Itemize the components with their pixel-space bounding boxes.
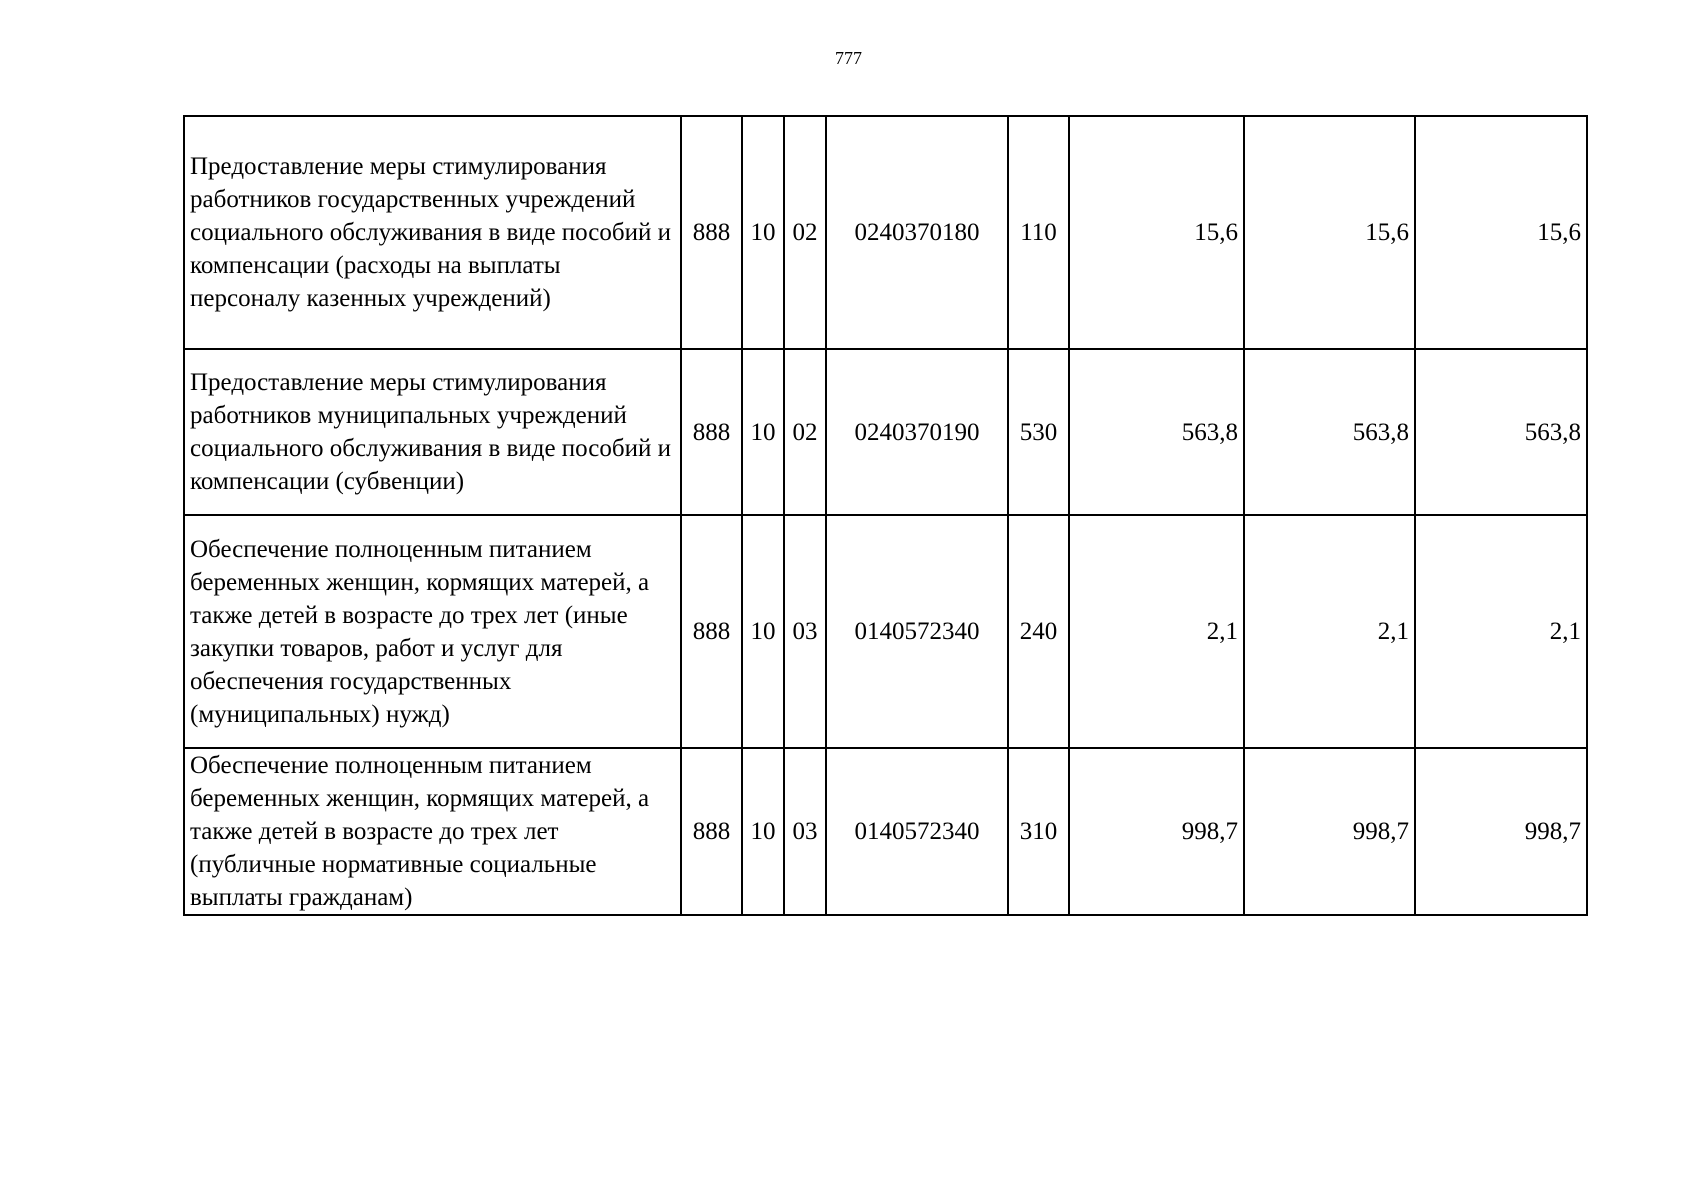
subsection-code: 02 — [784, 116, 826, 349]
section-code: 10 — [742, 116, 784, 349]
budget-table — [183, 115, 1588, 916]
expense-type-code: 240 — [1008, 515, 1069, 748]
target-article-code: 0240370180 — [826, 116, 1008, 349]
row-description: Обеспечение полноценным питанием беременных женщин, кормящих матерей, а также детей в возрасте до трех лет (публичные нормативные социальные выплаты гражданам) — [184, 748, 681, 915]
subsection-code: 03 — [784, 515, 826, 748]
subsection-code: 03 — [784, 748, 826, 915]
row-description: Предоставление меры стимулирования работников государственных учреждений социального обслуживания в виде пособий и компенсации (расходы на выплаты персоналу казенных учреждений) — [184, 116, 681, 349]
amount-1: 2,1 — [1069, 515, 1244, 748]
amount-1: 563,8 — [1069, 349, 1244, 515]
ministry-code: 888 — [681, 349, 742, 515]
amount-2: 563,8 — [1244, 349, 1415, 515]
amount-2: 15,6 — [1244, 116, 1415, 349]
amount-2: 998,7 — [1244, 748, 1415, 915]
table-row — [184, 515, 1587, 748]
amount-3: 2,1 — [1415, 515, 1587, 748]
amount-2: 2,1 — [1244, 515, 1415, 748]
expense-type-code: 110 — [1008, 116, 1069, 349]
ministry-code: 888 — [681, 116, 742, 349]
amount-3: 998,7 — [1415, 748, 1587, 915]
section-code: 10 — [742, 349, 784, 515]
table-row — [184, 748, 1587, 915]
expense-type-code: 530 — [1008, 349, 1069, 515]
table-row — [184, 349, 1587, 515]
row-description: Предоставление меры стимулирования работников муниципальных учреждений социального обслуживания в виде пособий и компенсации (субвенции) — [184, 349, 681, 515]
amount-1: 998,7 — [1069, 748, 1244, 915]
amount-3: 15,6 — [1415, 116, 1587, 349]
subsection-code: 02 — [784, 349, 826, 515]
section-code: 10 — [742, 748, 784, 915]
page-number: 777 — [835, 48, 862, 68]
amount-1: 15,6 — [1069, 116, 1244, 349]
amount-3: 563,8 — [1415, 349, 1587, 515]
target-article-code: 0140572340 — [826, 515, 1008, 748]
target-article-code: 0140572340 — [826, 748, 1008, 915]
ministry-code: 888 — [681, 515, 742, 748]
target-article-code: 0240370190 — [826, 349, 1008, 515]
section-code: 10 — [742, 515, 784, 748]
table-row — [184, 116, 1587, 349]
expense-type-code: 310 — [1008, 748, 1069, 915]
row-description: Обеспечение полноценным питанием беременных женщин, кормящих матерей, а также детей в возрасте до трех лет (иные закупки товаров, работ и услуг для обеспечения государственных (муниципальных) нужд) — [184, 515, 681, 748]
ministry-code: 888 — [681, 748, 742, 915]
